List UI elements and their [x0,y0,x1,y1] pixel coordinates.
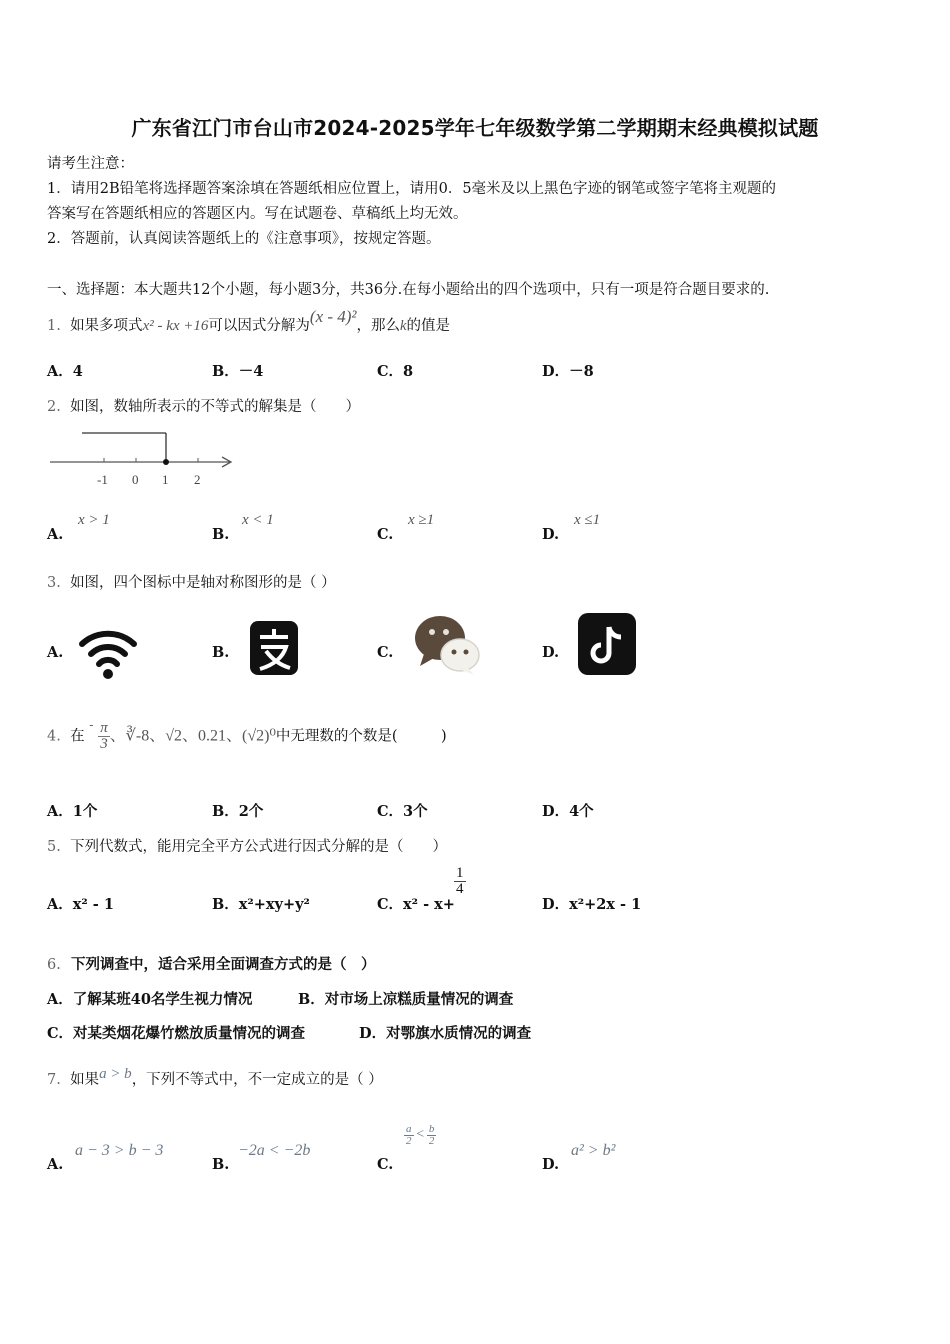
question-7 [47,1068,383,1089]
frac-den: 2 [406,1135,412,1147]
q3-option-b-label[interactable]: B. [212,644,230,661]
q4-option-a[interactable]: A．1个 [47,803,98,820]
q7-option-c-expr: $\frac{a}{2}$ < $\frac{b}{2}$ [406,1123,435,1147]
frac-num: a [406,1123,412,1135]
q7-option-c-label[interactable]: C. [377,1156,394,1173]
question-number: 4. [47,728,61,745]
q7-option-b-label[interactable]: B. [212,1156,230,1173]
q4-items: 、∛-8、√2、0.21、(√2)⁰ [109,727,276,745]
q4-frac-num: π [100,720,108,736]
q3-option-d-label[interactable]: D. [542,644,560,661]
question-number: 2. [47,399,61,415]
q2-option-a-expr: x > 1 [78,512,110,528]
q5-option-c[interactable]: C．x² - x+ [377,896,455,913]
notice-line-2: 答案写在答题纸相应的答题区内。写在试题卷、草稿纸上均无效。 [47,206,468,222]
q3-option-a-label[interactable]: A. [47,644,64,661]
frac-num: 1 [456,865,464,881]
q6-option-c[interactable]: C．对某类烟花爆竹燃放质量情况的调查 [47,1025,306,1042]
frac-den: 4 [456,881,464,897]
q1-option-c[interactable]: C．8 [377,363,414,380]
alipay-icon [250,621,298,675]
q1-expr-2: (x - 4)² [309,307,357,326]
q2-option-d-expr: x ≤1 [574,512,601,528]
question-number: 5. [47,839,61,855]
tick-label: 0 [132,472,139,487]
q1-option-b[interactable]: B．－4 [212,363,264,380]
q5-text: 下列代数式，能用完全平方公式进行因式分解的是（ ） [70,839,448,855]
question-3 [47,571,336,592]
q2-option-d-label[interactable]: D. [542,526,560,543]
notice-line-1: 1．请用2B铅笔将选择题答案涂填在答题纸相应位置上，请用0．5毫米及以上黑色字迹的钢笔或签字笔将主观题的 [47,181,777,197]
q7-option-b-expr: −2a < −2b [238,1142,311,1159]
tick-label: -1 [97,472,108,487]
notice-line-3: 2．答题前，认真阅读答题纸上的《注意事项》，按规定答题。 [47,231,441,247]
q4-option-b[interactable]: B．2个 [212,803,264,820]
q2-option-b-label[interactable]: B. [212,526,230,543]
question-number: 1. [47,318,61,334]
q6-option-d[interactable]: D．对鄂旗水质情况的调查 [359,1025,532,1042]
q2-option-c-label[interactable]: C. [377,526,394,543]
q4-pre: 在 [70,728,85,745]
section-heading: 一、选择题：本大题共12个小题，每小题3分，共36分.在每小题给出的四个选项中，只有一项是符合题目要求的. [47,282,770,298]
q2-option-c-expr: x ≥1 [408,512,435,528]
q1-post: ，那么 [356,318,401,334]
page-title: 广东省江门市台山市2024-2025学年七年级数学第二学期期末经典模拟试题 [131,116,819,140]
question-number: 6. [47,957,61,973]
question-1 [47,307,450,335]
q4-frac-den: 3 [98,736,110,752]
solid-dot [163,459,169,465]
q5-option-a[interactable]: A．x² - 1 [47,896,114,913]
frac-den: 2 [428,1135,435,1147]
q1-expr-1: x² - kx +16 [142,318,209,334]
q5-option-c-fraction [454,866,466,897]
question-number: 3. [47,575,61,591]
q7-option-d-expr: a² > b² [571,1142,616,1159]
q1-option-a[interactable]: A．4 [47,363,83,380]
q7-option-d-label[interactable]: D. [542,1156,560,1173]
q7-pre: 如果 [70,1072,100,1088]
q5-option-b[interactable]: B．x²+xy+y² [212,896,310,913]
tick-label: 1 [162,472,169,487]
q4-option-d[interactable]: D．4个 [542,803,594,820]
question-5 [47,835,447,856]
wifi-icon [80,628,136,680]
q4-fraction [98,721,110,752]
q3-text: 如图，四个图标中是轴对称图形的是（ ） [70,575,336,591]
q4-post: 中无理数的个数是( ) [275,728,447,745]
q6-option-b[interactable]: B．对市场上凉糕质量情况的调查 [298,991,514,1008]
q1-pre: 如果多项式 [70,318,143,334]
q1-k: k [400,318,407,334]
number-line-figure [50,430,240,492]
q4-neg-sign: - [89,717,94,733]
q1-end: 的值是 [406,318,450,334]
question-number: 7. [47,1072,61,1088]
q2-text: 如图，数轴所表示的不等式的解集是（ ） [70,399,361,415]
question-2 [47,395,360,416]
q2-option-b-expr: x < 1 [242,512,274,528]
q6-text: 下列调查中，适合采用全面调查方式的是（ ） [70,956,376,973]
q6-option-a[interactable]: A．了解某班40名学生视力情况 [47,991,253,1008]
q7-option-a-expr: a − 3 > b − 3 [75,1142,164,1159]
q4-option-c[interactable]: C．3个 [377,803,428,820]
q1-option-d[interactable]: D．－8 [542,363,594,380]
q7-post: ，下列不等式中，不一定成立的是（ ） [131,1072,383,1088]
q7-option-a-label[interactable]: A. [47,1156,64,1173]
q5-option-d[interactable]: D．x²+2x - 1 [542,896,642,913]
q3-option-c-label[interactable]: C. [377,644,394,661]
q7-condition: a > b [99,1066,132,1082]
question-4 [47,717,447,752]
q2-option-a-label[interactable]: A. [47,526,64,543]
wechat-icon [414,614,480,676]
notice-heading: 请考生注意： [47,156,134,172]
q1-mid: 可以因式分解为 [208,318,310,334]
tick-label: 2 [194,472,201,487]
frac-num: b [428,1123,435,1135]
tiktok-icon [578,613,636,675]
question-6 [47,953,375,974]
